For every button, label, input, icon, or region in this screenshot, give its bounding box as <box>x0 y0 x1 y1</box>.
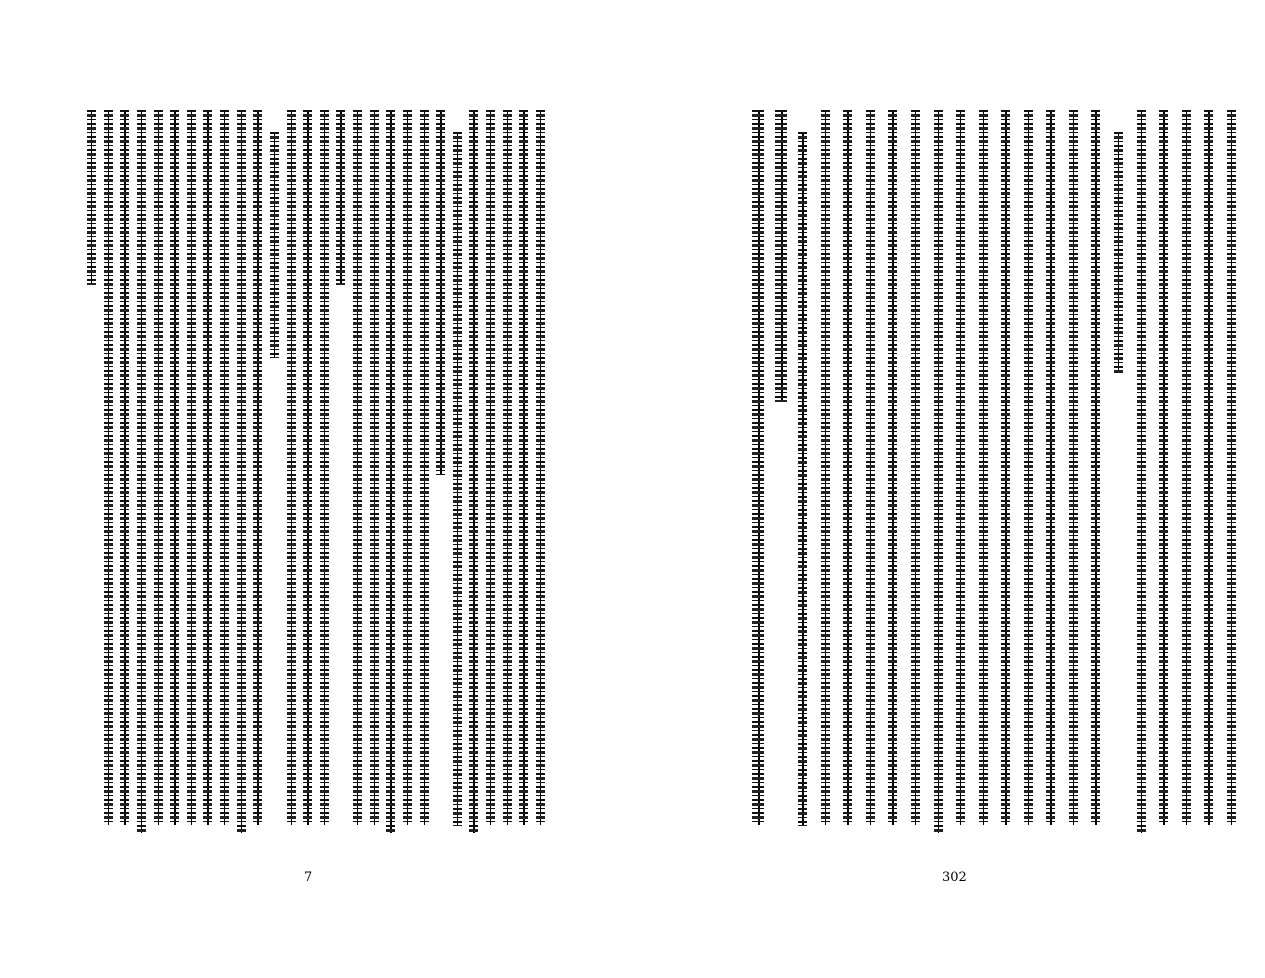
text-line <box>1000 110 1011 840</box>
text-line <box>202 110 213 840</box>
line-glyphs <box>1204 110 1213 825</box>
line-glyphs <box>1137 110 1146 833</box>
line-glyphs <box>1046 110 1055 825</box>
text-line <box>535 110 546 840</box>
line-glyphs <box>270 132 279 358</box>
text-line <box>910 110 921 840</box>
text-line <box>1090 110 1101 840</box>
heading-line <box>775 110 786 840</box>
line-glyphs <box>1182 110 1191 825</box>
line-glyphs <box>911 110 920 825</box>
text-line <box>236 110 247 840</box>
line-glyphs <box>866 110 875 825</box>
text-line <box>103 110 114 840</box>
text-line <box>286 110 297 840</box>
text-line <box>452 110 463 840</box>
line-glyphs <box>1114 132 1123 373</box>
line-glyphs <box>956 110 965 825</box>
line-glyphs <box>1069 110 1078 825</box>
text-line <box>502 110 513 840</box>
left-page-number: 7 <box>304 870 313 885</box>
line-glyphs <box>87 110 96 285</box>
text-line <box>252 110 263 840</box>
line-glyphs <box>934 110 943 833</box>
text-line <box>1068 110 1079 840</box>
line-glyphs <box>503 110 512 825</box>
line-glyphs <box>486 110 495 825</box>
text-line <box>797 110 808 840</box>
text-line <box>1226 110 1237 840</box>
right-page-text-block <box>752 110 1237 840</box>
text-line <box>219 110 230 840</box>
line-glyphs <box>1227 110 1236 825</box>
line-glyphs <box>843 110 852 825</box>
line-glyphs <box>420 110 429 825</box>
line-glyphs <box>1001 110 1010 825</box>
text-line <box>1158 110 1169 840</box>
text-line <box>419 110 430 840</box>
line-glyphs <box>303 110 312 825</box>
line-glyphs <box>979 110 988 825</box>
text-line <box>1113 110 1124 840</box>
line-glyphs <box>336 110 345 285</box>
text-line <box>385 110 396 840</box>
line-glyphs <box>237 110 246 833</box>
line-glyphs <box>187 110 196 825</box>
text-line <box>1136 110 1147 840</box>
line-glyphs <box>220 110 229 825</box>
text-line <box>136 110 147 840</box>
text-line <box>435 110 446 840</box>
line-glyphs <box>775 110 787 402</box>
line-glyphs <box>253 110 262 825</box>
text-line <box>319 110 330 840</box>
line-glyphs <box>469 110 478 833</box>
text-line <box>335 110 346 840</box>
line-glyphs <box>453 132 462 826</box>
text-line <box>302 110 313 840</box>
line-glyphs <box>1024 110 1033 825</box>
text-line <box>1023 110 1034 840</box>
text-line <box>485 110 496 840</box>
text-line <box>933 110 944 840</box>
left-page <box>0 0 632 978</box>
heading-line <box>752 110 763 840</box>
text-line <box>955 110 966 840</box>
line-glyphs <box>403 110 412 825</box>
line-glyphs <box>287 110 296 825</box>
text-line <box>186 110 197 840</box>
text-line <box>86 110 97 840</box>
line-glyphs <box>370 110 379 825</box>
line-glyphs <box>154 110 163 825</box>
text-line <box>842 110 853 840</box>
line-glyphs <box>1091 110 1100 825</box>
text-line <box>1203 110 1214 840</box>
text-line <box>369 110 380 840</box>
line-glyphs <box>536 110 545 825</box>
line-glyphs <box>353 110 362 825</box>
line-glyphs <box>120 110 129 825</box>
line-glyphs <box>436 110 445 475</box>
line-glyphs <box>203 110 212 825</box>
text-line <box>865 110 876 840</box>
text-line <box>169 110 180 840</box>
line-glyphs <box>519 110 528 825</box>
text-line <box>153 110 164 840</box>
line-glyphs <box>104 110 113 825</box>
left-page-text-block <box>86 110 546 840</box>
text-line <box>1181 110 1192 840</box>
text-line <box>269 110 280 840</box>
text-line <box>119 110 130 840</box>
line-glyphs <box>798 132 807 826</box>
line-glyphs <box>386 110 395 833</box>
text-line <box>352 110 363 840</box>
text-line <box>820 110 831 840</box>
line-glyphs <box>752 110 764 825</box>
line-glyphs <box>888 110 897 825</box>
text-line <box>468 110 479 840</box>
right-page-number: 302 <box>942 870 967 885</box>
text-line <box>518 110 529 840</box>
text-line <box>978 110 989 840</box>
text-line <box>1045 110 1056 840</box>
line-glyphs <box>821 110 830 825</box>
line-glyphs <box>170 110 179 825</box>
line-glyphs <box>1159 110 1168 825</box>
line-glyphs <box>137 110 146 833</box>
right-page <box>632 0 1265 978</box>
text-line <box>887 110 898 840</box>
line-glyphs <box>320 110 329 825</box>
text-line <box>402 110 413 840</box>
